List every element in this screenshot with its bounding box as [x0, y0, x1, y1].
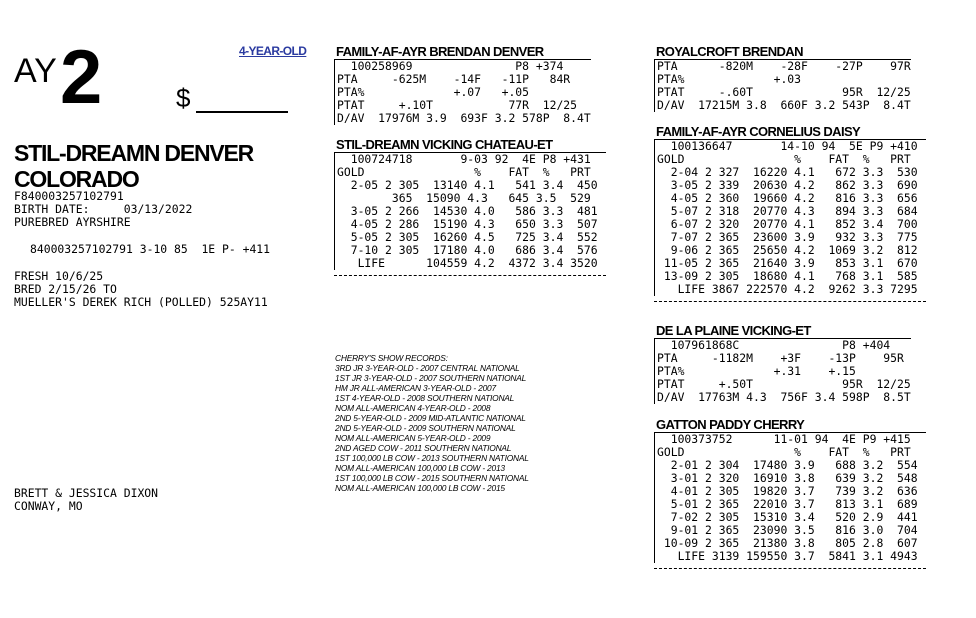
stat-line: 4-05 2 286 15190 4.3 650 3.3 507 [337, 217, 598, 231]
sire-stats [334, 59, 591, 125]
stat-line: 100258969 P8 +374 [337, 59, 564, 73]
stat-line: 3-01 2 320 16910 3.8 639 3.2 548 [657, 471, 918, 485]
consignor-name: BRETT & JESSICA DIXON [14, 486, 159, 500]
dam-block [334, 137, 606, 276]
stat-line: GOLD % FAT % PRT [337, 165, 591, 179]
stat-line: 7-02 2 305 15310 3.4 520 2.9 441 [657, 510, 918, 524]
stat-line: PTAT +.10T 77R 12/25 [337, 98, 578, 112]
show-record-line: 2ND AGED COW - 2011 SOUTHERN NATIONAL [335, 443, 512, 453]
lot-number: 2 [60, 35, 101, 120]
stat-line: 107961868C P8 +404 [657, 338, 891, 352]
stat-line: 3-05 2 266 14530 4.0 586 3.3 481 [337, 204, 598, 218]
dam-sire-block [654, 323, 911, 404]
service-sire: MUELLER'S DEREK RICH (POLLED) 525AY11 [14, 295, 268, 309]
stat-line: 100373752 11-01 94 4E P9 +415 [657, 432, 911, 446]
stat-line: 13-09 2 305 18680 4.1 768 3.1 585 [657, 269, 918, 283]
stat-line: 4-05 2 360 19660 4.2 816 3.3 656 [657, 191, 918, 205]
stat-line: 2-05 2 305 13140 4.1 541 3.4 450 [337, 178, 598, 192]
show-records [335, 353, 529, 493]
show-record-line: NOM ALL-AMERICAN 4-YEAR-OLD - 2008 [335, 403, 491, 413]
stat-line: PTA -1182M +3F -13P 95R [657, 351, 904, 365]
dam-dam-block [654, 417, 926, 569]
dam-sire-stats [654, 338, 911, 404]
fresh-date: FRESH 10/6/25 [14, 269, 104, 283]
stat-line: 9-06 2 365 25650 4.2 1069 3.2 812 [657, 243, 918, 257]
dam-dam-divider [654, 568, 926, 569]
stat-line: GOLD % FAT % PRT [657, 445, 911, 459]
cow-details [14, 190, 192, 229]
show-record-line: NOM ALL-AMERICAN 100,000 LB COW - 2015 [335, 483, 505, 493]
stat-line: 2-01 2 304 17480 3.9 688 3.2 554 [657, 458, 918, 472]
stat-line: 10-09 2 365 21380 3.8 805 2.8 607 [657, 536, 918, 550]
stat-line: LIFE 3867 222570 4.2 9262 3.3 7295 [657, 282, 918, 296]
show-record-line: 2ND 5-YEAR-OLD - 2009 MID-ATLANTIC NATIONAL [335, 413, 526, 423]
show-record-line: 1ST 100,000 LB COW - 2015 SOUTHERN NATIONAL [335, 473, 529, 483]
stat-line: 4-01 2 305 19820 3.7 739 3.2 636 [657, 484, 918, 498]
show-record-line: HM JR ALL-AMERICAN 3-YEAR-OLD - 2007 [335, 383, 496, 393]
stat-line: PTAT -.60T 95R 12/25 [657, 85, 911, 99]
stat-line: 11-05 2 365 21640 3.9 853 3.1 670 [657, 256, 918, 270]
stat-line: LIFE 104559 4.2 4372 3.4 3520 [337, 256, 598, 270]
dam-sire-name: DE LA PLAINE VICKING-ET [656, 323, 811, 338]
dam-stats [334, 152, 606, 270]
price-blank-line [196, 111, 288, 113]
stat-line: PTA% +.03 [657, 72, 802, 86]
stat-line: D/AV 17763M 4.3 756F 3.4 598P 8.5T [657, 390, 911, 404]
show-record-line: 1ST JR 3-YEAR-OLD - 2007 SOUTHERN NATIONAL [335, 373, 527, 383]
stat-line: 7-10 2 305 17180 4.0 686 3.4 576 [337, 243, 598, 257]
dam-divider [334, 275, 606, 276]
dam-dam-stats [654, 432, 926, 563]
sire-sire-name: ROYALCROFT BRENDAN [656, 44, 803, 59]
show-record-line: CHERRY'S SHOW RECORDS: [335, 353, 448, 363]
stat-line: 5-07 2 318 20770 4.3 894 3.3 684 [657, 204, 918, 218]
stat-line: 5-05 2 305 16260 4.5 725 3.4 552 [337, 230, 598, 244]
stat-line: 6-07 2 320 20770 4.1 852 3.4 700 [657, 217, 918, 231]
cow-id: F840003257102791 [14, 189, 124, 203]
show-record-line: 1ST 100,000 LB COW - 2013 SOUTHERN NATIONAL [335, 453, 529, 463]
breed: PUREBRED AYRSHIRE [14, 215, 131, 229]
breeding-info [14, 270, 268, 309]
sire-name: FAMILY-AF-AYR BRENDAN DENVER [336, 44, 544, 59]
cow-name-line1: STIL-DREAMN DENVER [14, 140, 254, 166]
cow-name-line2: COLORADO [14, 166, 139, 192]
sire-dam-block [654, 124, 926, 302]
sire-dam-name: FAMILY-AF-AYR CORNELIUS DAISY [656, 124, 861, 139]
cow-name [14, 140, 253, 192]
stat-line: 2-04 2 327 16220 4.1 672 3.3 530 [657, 165, 918, 179]
dam-name: STIL-DREAMN VICKING CHATEAU-ET [336, 137, 553, 152]
sire-dam-stats [654, 139, 926, 296]
registration-line: 840003257102791 3-10 85 1E P- +411 [30, 242, 271, 256]
stat-line: D/AV 17976M 3.9 693F 3.2 578P 8.4T [337, 111, 591, 125]
sire-block [334, 44, 591, 125]
consignor-location: CONWAY, MO [14, 499, 83, 513]
lot-prefix: AY [14, 52, 57, 90]
stat-line: PTA -625M -14F -11P 84R [337, 72, 571, 86]
stat-line: PTAT +.50T 95R 12/25 [657, 377, 911, 391]
show-record-line: NOM ALL-AMERICAN 100,000 LB COW - 2013 [335, 463, 505, 473]
price-symbol: $ [176, 83, 191, 113]
sire-sire-stats [654, 59, 911, 112]
stat-line: PTA% +.07 +.05 [337, 85, 530, 99]
show-record-line: 1ST 4-YEAR-OLD - 2008 SOUTHERN NATIONAL [335, 393, 515, 403]
stat-line: D/AV 17215M 3.8 660F 3.2 543P 8.4T [657, 98, 911, 112]
stat-line: LIFE 3139 159550 3.7 5841 3.1 4943 [657, 549, 918, 563]
stat-line: PTA -820M -28F -27P 97R [657, 59, 911, 73]
sire-dam-divider [654, 301, 926, 302]
stat-line: PTA% +.31 +.15 [657, 364, 856, 378]
bred-date: BRED 2/15/26 TO [14, 282, 117, 296]
show-record-line: 2ND 5-YEAR-OLD - 2009 SOUTHERN NATIONAL [335, 423, 516, 433]
sire-sire-block [654, 44, 911, 112]
stat-line: GOLD % FAT % PRT [657, 152, 911, 166]
consignor [14, 487, 158, 513]
stat-line: 5-01 2 365 22010 3.7 813 3.1 689 [657, 497, 918, 511]
show-record-line: 3RD JR 3-YEAR-OLD - 2007 CENTRAL NATIONAL [335, 363, 520, 373]
stat-line: 9-01 2 365 23090 3.5 816 3.0 704 [657, 523, 918, 537]
age-class-label: 4-YEAR-OLD [239, 44, 307, 58]
stat-line: 365 15090 4.3 645 3.5 529 [337, 191, 591, 205]
dam-dam-name: GATTON PADDY CHERRY [656, 417, 805, 432]
stat-line: 100136647 14-10 94 5E P9 +410 [657, 139, 918, 153]
stat-line: 7-07 2 365 23600 3.9 932 3.3 775 [657, 230, 918, 244]
stat-line: 100724718 9-03 92 4E P8 +431 [337, 152, 591, 166]
stat-line: 3-05 2 339 20630 4.2 862 3.3 690 [657, 178, 918, 192]
birth-date: BIRTH DATE: 03/13/2022 [14, 202, 193, 216]
show-record-line: NOM ALL-AMERICAN 5-YEAR-OLD - 2009 [335, 433, 491, 443]
